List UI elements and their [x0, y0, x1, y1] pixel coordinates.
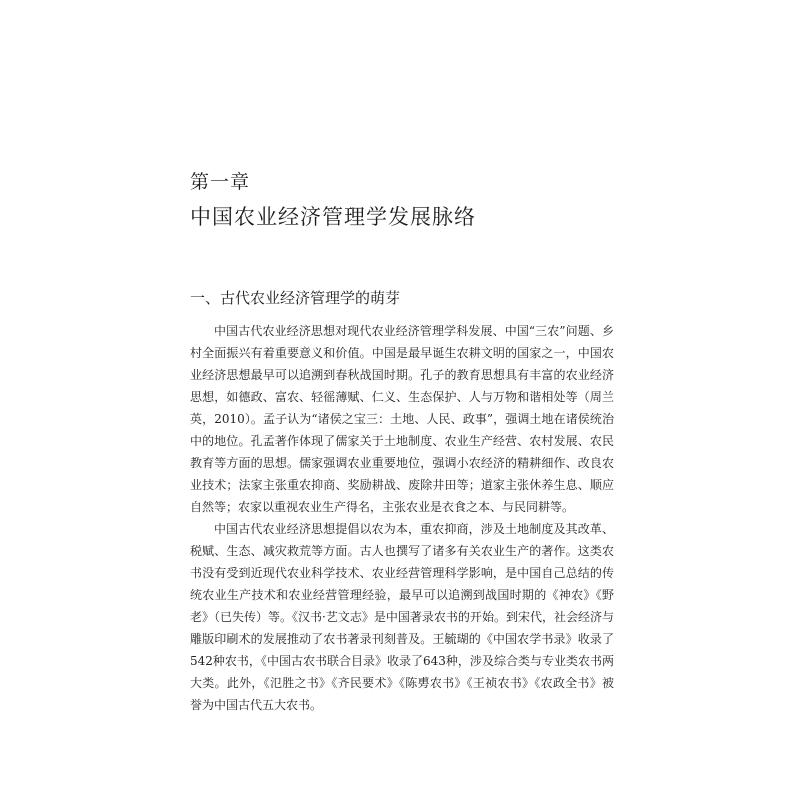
- chapter-title: 中国农业经济管理学发展脉络: [190, 205, 476, 229]
- paragraph: 中国古代农业经济思想提倡以农为本，重农抑商，涉及土地制度及其改革、税赋、生态、减灾救荒等方面。古人也撰写了诸多有关农业生产的著作。这类农书没有受到近现代农业科学技术、农业经营管理科学影响，是中国自己总结的传统农业生产技术和农业经营管理经验，最早可以追溯到战国时期的《神农》《野老》（已失传）等。《汉书·艺文志》是中国著录农书的开始。到宋代，社会经济与雕版印刷术的发展推动了农书著录刊刻普及。王毓瑚的《中国农学书录》收录了542种农书，《中国古农书联合目录》收录了643种，涉及综合类与专业类农书两大类。此外，《氾胜之书》《齐民要术》《陈旉农书》《王祯农书》《农政全书》被誉为中国古代五大农书。: [190, 522, 614, 712]
- section-heading: 一、古代农业经济管理学的萌芽: [190, 289, 401, 307]
- chapter-label: 第一章: [190, 171, 251, 193]
- body-text: [190, 320, 614, 716]
- paragraph: 中国古代农业经济思想对现代农业经济管理学科发展、中国“三农”问题、乡村全面振兴有着重要意义和价值。中国是最早诞生农耕文明的国家之一，中国农业经济思想最早可以追溯到春秋战国时期。孔子的教育思想具有丰富的农业经济思想，如德政、富农、轻徭薄赋、仁义、生态保护、人与万物和谐相处等（周兰英，2010）。孟子认为“诸侯之宝三：土地、人民、政事”，强调土地在诸侯统治中的地位。孔孟著作体现了儒家关于土地制度、农业生产经营、农村发展、农民教育等方面的思想。儒家强调农业重要地位，强调小农经济的精耕细作、改良农业技术；法家主张重农抑商、奖励耕战、废除井田等；道家主张休养生息、顺应自然等；农家以重视农业生产得名，主张农业是衣食之本、与民同耕等。: [190, 324, 614, 514]
